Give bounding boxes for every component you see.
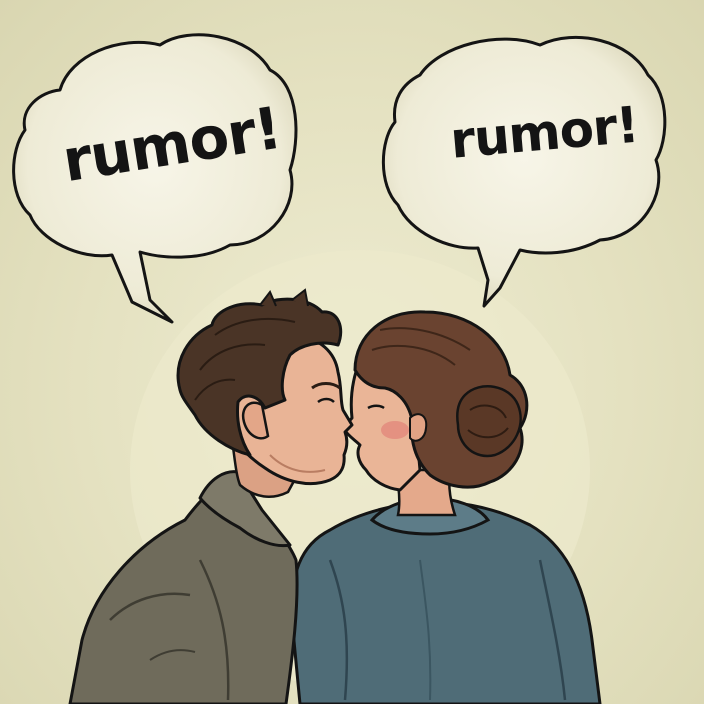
speech-bubble-left-text: rumor! <box>58 93 286 196</box>
woman-hair-bun <box>457 386 520 456</box>
speech-bubble-right-text: rumor! <box>448 95 641 170</box>
woman-ear <box>410 414 426 441</box>
